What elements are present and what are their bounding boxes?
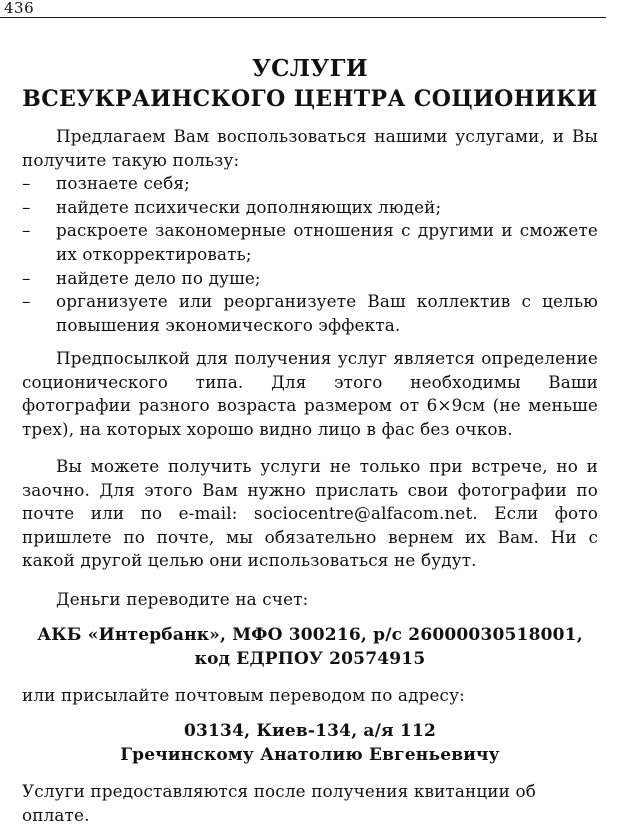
bullet-dash: –: [22, 220, 31, 241]
list-item-text: найдете психически дополняющих людей;: [56, 196, 442, 217]
list-item-text: познаете себя;: [56, 173, 190, 194]
bullet-dash: –: [22, 173, 31, 194]
header-rule: [0, 17, 606, 18]
address-line-2: Гречинскому Анатолию Евгеньевичу: [120, 745, 500, 765]
list-item-text: раскроете закономерные отношения с другими и сможете их откорректировать;: [56, 220, 598, 264]
postal-intro: или присылайте почтовым переводом по адресу:: [22, 685, 465, 705]
closing-note: Услуги предоставляются после получения квитанции об оплате.: [22, 781, 536, 825]
list-item-text: найдете дело по душе;: [56, 267, 261, 288]
bullet-dash: –: [22, 267, 31, 288]
list-item-text: организуете или реорганизуете Ваш коллектив с целью повышения экономического эффекта.: [56, 291, 598, 335]
intro-paragraph: Предлагаем Вам воспользоваться нашими услугами, и Вы получите такую пользу:: [22, 126, 598, 170]
bank-details-line-1: АКБ «Интербанк», МФО 300216, р/с 26000030518001,: [37, 625, 583, 645]
prerequisite-paragraph: Предпосылкой для получения услуг является определение соционического типа. Для этого необходимы Ваши фотографии разного возраста размером от 6×9см (не меньше трех), на которых хорошо видно лицо в фас без очков.: [22, 348, 598, 439]
list-item: [22, 172, 598, 196]
list-item: [22, 219, 598, 266]
services-section: [22, 125, 598, 337]
remote-paragraph: Вы можете получить услуги не только при встрече, но и заочно. Для этого Вам нужно прислать свои фотографии по почте или по e-mail: sociocentre@alfacom.net. Если фото пришлете по почте, мы обязательно вернем их Вам. Ни с какой другой целью они использоваться не будут.: [22, 456, 598, 571]
list-item: [22, 196, 598, 220]
page-number: 436: [4, 0, 35, 17]
bullet-dash: –: [22, 291, 31, 312]
payment-intro: Деньги переводите на счет:: [56, 589, 309, 609]
list-item: [22, 267, 598, 291]
remote-section: [22, 455, 598, 573]
address-line-1: 03134, Киев-134, а/я 112: [183, 721, 437, 741]
prerequisite-section: [22, 347, 598, 441]
title-line-1: УСЛУГИ: [252, 55, 368, 82]
title-line-2: ВСЕУКРАИНСКОГО ЦЕНТРА СОЦИОНИКИ: [22, 86, 598, 112]
bullet-dash: –: [22, 196, 31, 217]
bank-details-line-2: код ЕДРПОУ 20574915: [194, 649, 426, 669]
list-item: [22, 290, 598, 337]
